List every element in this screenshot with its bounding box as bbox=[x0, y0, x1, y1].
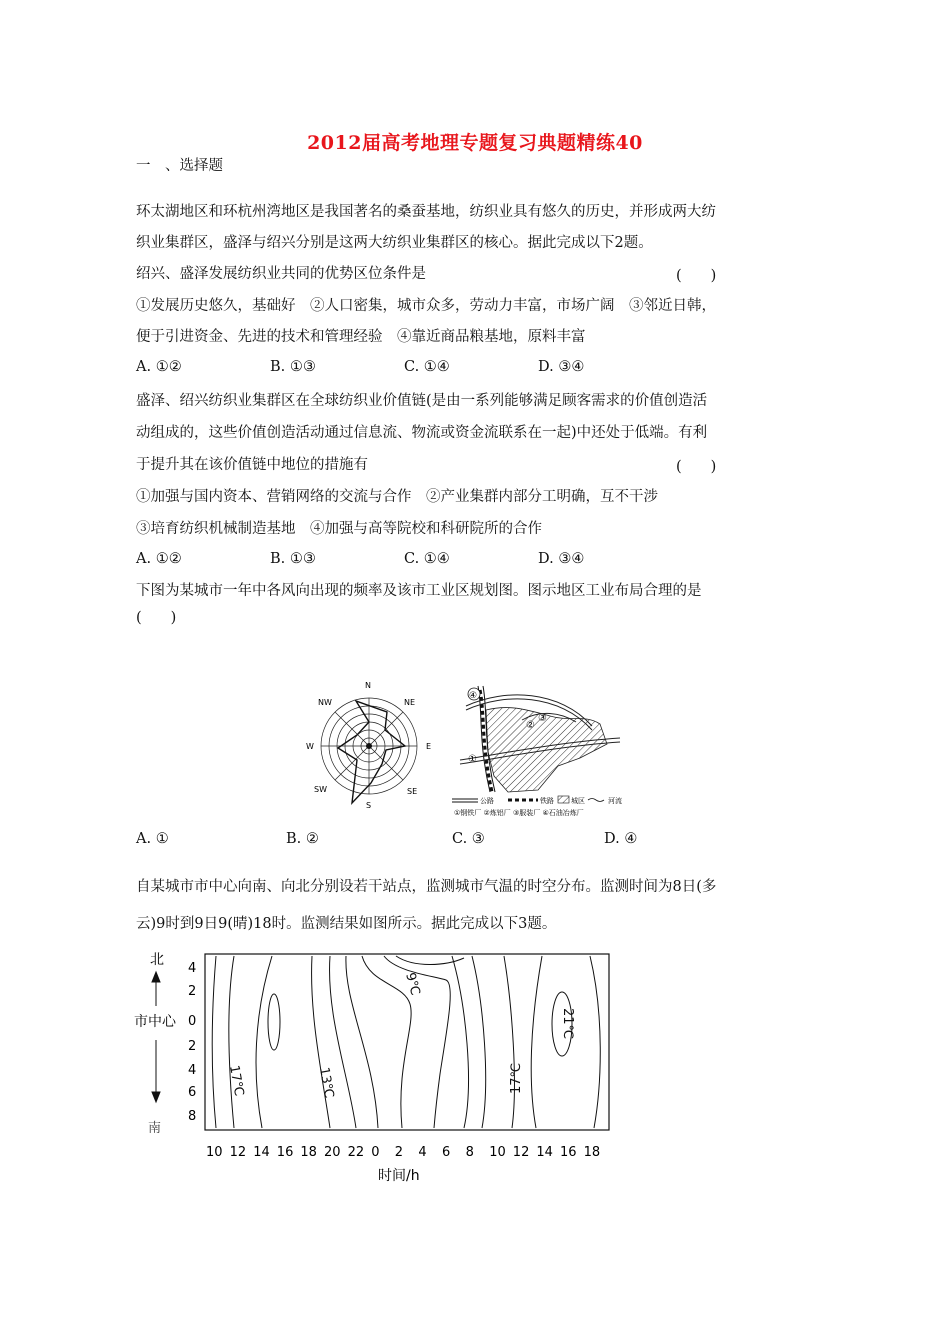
y-tick: 2 bbox=[188, 984, 197, 999]
y-tick: 2 bbox=[188, 1039, 197, 1054]
wind-label-nw: NW bbox=[318, 698, 332, 707]
q2-stem-line3: 于提升其在该价值链中地位的措施有 bbox=[136, 457, 368, 473]
q1-option-b: B. ①③ bbox=[270, 359, 316, 375]
q3-stem-line2: ( ) bbox=[136, 610, 177, 626]
intro2-line1: 自某城市市中心向南、向北分别设若干站点，监测城市气温的时空分布。监测时间为8日(多 bbox=[136, 879, 717, 895]
legend-factories: ①钢铁厂 ②炼铝厂 ③服装厂 ④石油冶炼厂 bbox=[454, 809, 584, 817]
legend-road: 公路 bbox=[480, 797, 494, 805]
x-tick: 18 bbox=[583, 1145, 601, 1160]
x-tick: 16 bbox=[276, 1145, 294, 1160]
x-tick: 2 bbox=[394, 1145, 404, 1160]
contour-label: 17℃ bbox=[226, 1064, 247, 1098]
x-tick: 10 bbox=[489, 1145, 506, 1160]
intro2-line2: 云)9时到9日9(晴)18时。监测结果如图所示。据此完成以下3题。 bbox=[136, 916, 557, 932]
x-tick: 14 bbox=[253, 1145, 270, 1160]
q2-option-b: B. ①③ bbox=[270, 551, 316, 567]
q2-stem-line1: 盛泽、绍兴纺织业集群区在全球纺织业价值链(是由一系列能够满足顾客需求的价值创造活 bbox=[136, 393, 708, 409]
page-title: 2012届高考地理专题复习典题精练40 bbox=[307, 132, 643, 154]
q2-option-a: A. ①② bbox=[136, 551, 182, 567]
legend-rail: 铁路 bbox=[540, 797, 554, 805]
isotherm-chart bbox=[134, 944, 614, 1184]
wind-label-ne: NE bbox=[404, 698, 416, 707]
q3-option-c: C. ③ bbox=[452, 831, 485, 847]
q1-answer-paren: ( ) bbox=[676, 268, 717, 284]
center-label: 市中心 bbox=[134, 1014, 176, 1030]
x-tick-labels bbox=[206, 1145, 600, 1160]
intro1-line2: 织业集群区，盛泽与绍兴分别是这两大纺织业集群区的核心。据此完成以下2题。 bbox=[136, 235, 653, 251]
x-tick: 14 bbox=[536, 1145, 553, 1160]
y-tick: 0 bbox=[188, 1014, 197, 1029]
x-tick: 12 bbox=[229, 1145, 247, 1160]
wind-label-se: SE bbox=[407, 787, 418, 796]
x-tick: 22 bbox=[347, 1145, 365, 1160]
q1-statements-line2: 便于引进资金、先进的技术和管理经验 ④靠近商品粮基地，原料丰富 bbox=[136, 329, 586, 345]
wind-rose-figure bbox=[306, 676, 432, 811]
marker-4: ④ bbox=[469, 691, 478, 701]
wind-label-s: S bbox=[366, 801, 372, 810]
marker-3: ③ bbox=[538, 713, 547, 724]
x-tick: 0 bbox=[371, 1145, 380, 1160]
q3-option-a: A. ① bbox=[136, 831, 169, 847]
y-tick: 4 bbox=[188, 1063, 197, 1078]
q1-option-a: A. ①② bbox=[136, 359, 182, 375]
contour-label: 13℃ bbox=[316, 1066, 337, 1100]
y-tick: 4 bbox=[188, 961, 197, 976]
wind-label-e: E bbox=[426, 742, 432, 751]
city-industrial-map bbox=[450, 682, 650, 820]
marker-1: ① bbox=[468, 754, 477, 765]
q2-stem-line2: 动组成的，这些价值创造活动通过信息流、物流或资金流联系在一起)中还处于低端。有利 bbox=[136, 425, 708, 441]
x-tick: 16 bbox=[560, 1145, 577, 1160]
y-tick: 6 bbox=[188, 1085, 197, 1100]
contour-label: 17℃ bbox=[509, 1062, 524, 1094]
y-tick: 8 bbox=[188, 1109, 197, 1124]
legend-river: 河流 bbox=[608, 797, 622, 805]
x-tick: 8 bbox=[465, 1145, 474, 1160]
contour-label: 9℃ bbox=[402, 971, 423, 998]
south-label: 南 bbox=[148, 1121, 162, 1136]
x-tick: 6 bbox=[442, 1145, 451, 1160]
x-tick: 18 bbox=[300, 1145, 317, 1160]
q1-option-c: C. ①④ bbox=[404, 359, 450, 375]
q1-option-d: D. ③④ bbox=[538, 359, 585, 375]
q2-option-c: C. ①④ bbox=[404, 551, 450, 567]
q3-option-d: D. ④ bbox=[604, 831, 638, 847]
marker-2: ② bbox=[526, 720, 535, 731]
q2-option-d: D. ③④ bbox=[538, 551, 585, 567]
x-axis-label: 时间/h bbox=[378, 1168, 420, 1184]
intro1-line1: 环太湖地区和环杭州湾地区是我国著名的桑蚕基地，纺织业具有悠久的历史，并形成两大纺 bbox=[136, 204, 716, 220]
wind-label-sw: SW bbox=[314, 785, 327, 794]
q2-statements-line2: ③培育纺织机械制造基地 ④加强与高等院校和科研院所的合作 bbox=[136, 521, 542, 537]
contour-label: 21℃ bbox=[560, 1008, 575, 1040]
q3-stem-line1: 下图为某城市一年中各风向出现的频率及该市工业区规划图。图示地区工业布局合理的是 bbox=[136, 583, 702, 599]
x-tick: 20 bbox=[324, 1145, 341, 1160]
wind-frequency-polygon bbox=[338, 701, 405, 803]
y-tick-labels bbox=[188, 961, 196, 1124]
q1-stem: 绍兴、盛泽发展纺织业共同的优势区位条件是 bbox=[136, 266, 426, 282]
q2-answer-paren: ( ) bbox=[676, 459, 717, 475]
section-heading: 一 、选择题 bbox=[136, 158, 223, 174]
wind-label-w: W bbox=[306, 742, 314, 751]
q3-option-b: B. ② bbox=[286, 831, 319, 847]
x-tick: 4 bbox=[418, 1145, 427, 1160]
legend-urban: 城区 bbox=[571, 797, 585, 805]
x-tick: 12 bbox=[512, 1145, 530, 1160]
q1-statements-line1: ①发展历史悠久，基础好 ②人口密集，城市众多，劳动力丰富，市场广阔 ③邻近日韩， bbox=[136, 298, 716, 314]
wind-label-n: N bbox=[365, 681, 371, 690]
north-label: 北 bbox=[150, 952, 164, 968]
q2-statements-line1: ①加强与国内资本、营销网络的交流与合作 ②产业集群内部分工明确，互不干涉 bbox=[136, 489, 658, 505]
x-tick: 10 bbox=[206, 1145, 223, 1160]
